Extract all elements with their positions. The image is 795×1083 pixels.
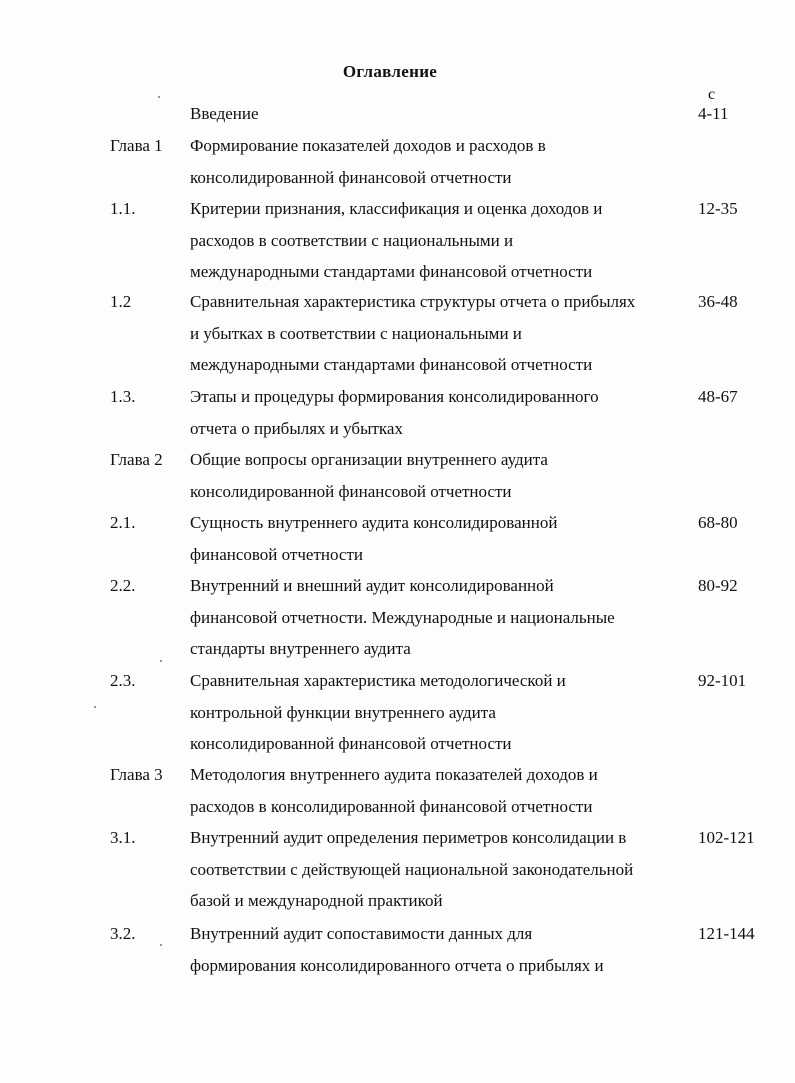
toc-entry-line: финансовой отчетности xyxy=(190,544,363,564)
toc-entry-pages: 102-121 xyxy=(698,828,755,847)
toc-entry-line: международными стандартами финансовой отчетности xyxy=(190,262,593,281)
toc-entry-number: 3.2. xyxy=(110,924,136,943)
toc-entry-line: базой и международной практикой xyxy=(190,891,443,910)
toc-entry-line: Формирование показателей доходов и расходов в xyxy=(190,136,546,155)
toc-entry-line: Внутренний и внешний аудит консолидированной xyxy=(190,576,554,595)
toc-entry-line: контрольной функции внутреннего аудита xyxy=(190,702,496,722)
toc-entry-line: международными стандартами финансовой отчетности xyxy=(190,355,593,374)
toc-entry-text xyxy=(190,507,690,570)
toc-entry-line: Введение xyxy=(190,104,259,123)
toc-entry-line: Общие вопросы организации внутреннего аудита xyxy=(190,450,548,469)
toc-entry-line: Методология внутреннего аудита показателей доходов и xyxy=(190,765,598,784)
toc-entry-line: финансовой отчетности. Международные и национальные xyxy=(190,607,615,627)
scan-speck xyxy=(160,660,162,662)
toc-entry-line: консолидированной финансовой отчетности xyxy=(190,167,512,187)
toc-entry-pages: 4-11 xyxy=(698,104,729,123)
toc-entry-text xyxy=(190,98,690,130)
toc-entry-number: 2.3. xyxy=(110,671,136,690)
toc-entry-line: формирования консолидированного отчета о прибылях и xyxy=(190,955,604,975)
toc-entry-line: Критерии признания, классификация и оценка доходов и xyxy=(190,199,603,218)
toc-entry-pages: 92-101 xyxy=(698,671,747,690)
toc-entry-line: расходов в консолидированной финансовой отчетности xyxy=(190,796,593,816)
toc-entry-line: Внутренний аудит определения периметров консолидации в xyxy=(190,828,627,847)
toc-entry-pages: 121-144 xyxy=(698,924,755,943)
toc-entry-line: консолидированной финансовой отчетности xyxy=(190,481,512,501)
toc-entry-number: 2.1. xyxy=(110,513,136,532)
toc-entry-text xyxy=(190,570,690,665)
toc-entry-text xyxy=(190,286,690,381)
toc-entry-text xyxy=(190,665,690,760)
toc-entry-text xyxy=(190,759,690,822)
scan-speck xyxy=(160,944,162,946)
toc-entry-text xyxy=(190,193,690,288)
toc-entry-line: соответствии с действующей национальной законодательной xyxy=(190,859,634,879)
toc-entry-number: Глава 1 xyxy=(110,136,163,155)
page-column-header: с xyxy=(708,86,716,103)
toc-entry-number: Глава 2 xyxy=(110,450,163,469)
toc-entry-text xyxy=(190,822,690,917)
toc-entry-pages: 80-92 xyxy=(698,576,738,595)
toc-entry-line: стандарты внутреннего аудита xyxy=(190,639,411,658)
toc-entry-text xyxy=(190,444,690,507)
toc-entry-line: Внутренний аудит сопоставимости данных для xyxy=(190,924,533,943)
toc-entry-line: Сущность внутреннего аудита консолидированной xyxy=(190,513,558,532)
toc-entry-line: отчета о прибылях и убытках xyxy=(190,418,403,438)
toc-entry-number: 1.1. xyxy=(110,199,136,218)
page-title: Оглавление xyxy=(342,62,438,81)
toc-entry-text xyxy=(190,130,690,193)
toc-entry-line: расходов в соответствии с национальными и xyxy=(190,230,514,250)
toc-entry-number: Глава 3 xyxy=(110,765,163,784)
toc-entry-line: Сравнительная характеристика методологической и xyxy=(190,671,566,690)
toc-entry-number: 1.2 xyxy=(110,292,132,311)
toc-entry-pages: 48-67 xyxy=(698,387,738,406)
scan-speck xyxy=(158,96,160,98)
toc-entry-pages: 68-80 xyxy=(698,513,738,532)
toc-entry-line: и убытках в соответствии с национальными и xyxy=(190,323,522,343)
toc-entry-pages: 36-48 xyxy=(698,292,738,311)
toc-entry-line: Сравнительная характеристика структуры отчета о прибылях xyxy=(190,292,636,311)
toc-entry-text xyxy=(190,918,690,981)
toc-entry-pages: 12-35 xyxy=(698,199,738,218)
toc-entry-text xyxy=(190,381,690,444)
toc-entry-line: консолидированной финансовой отчетности xyxy=(190,734,512,753)
scan-speck xyxy=(94,706,96,708)
toc-entry-number: 1.3. xyxy=(110,387,136,406)
toc-entry-number: 2.2. xyxy=(110,576,136,595)
toc-entry-number: 3.1. xyxy=(110,828,136,847)
toc-entry-line: Этапы и процедуры формирования консолидированного xyxy=(190,387,599,406)
